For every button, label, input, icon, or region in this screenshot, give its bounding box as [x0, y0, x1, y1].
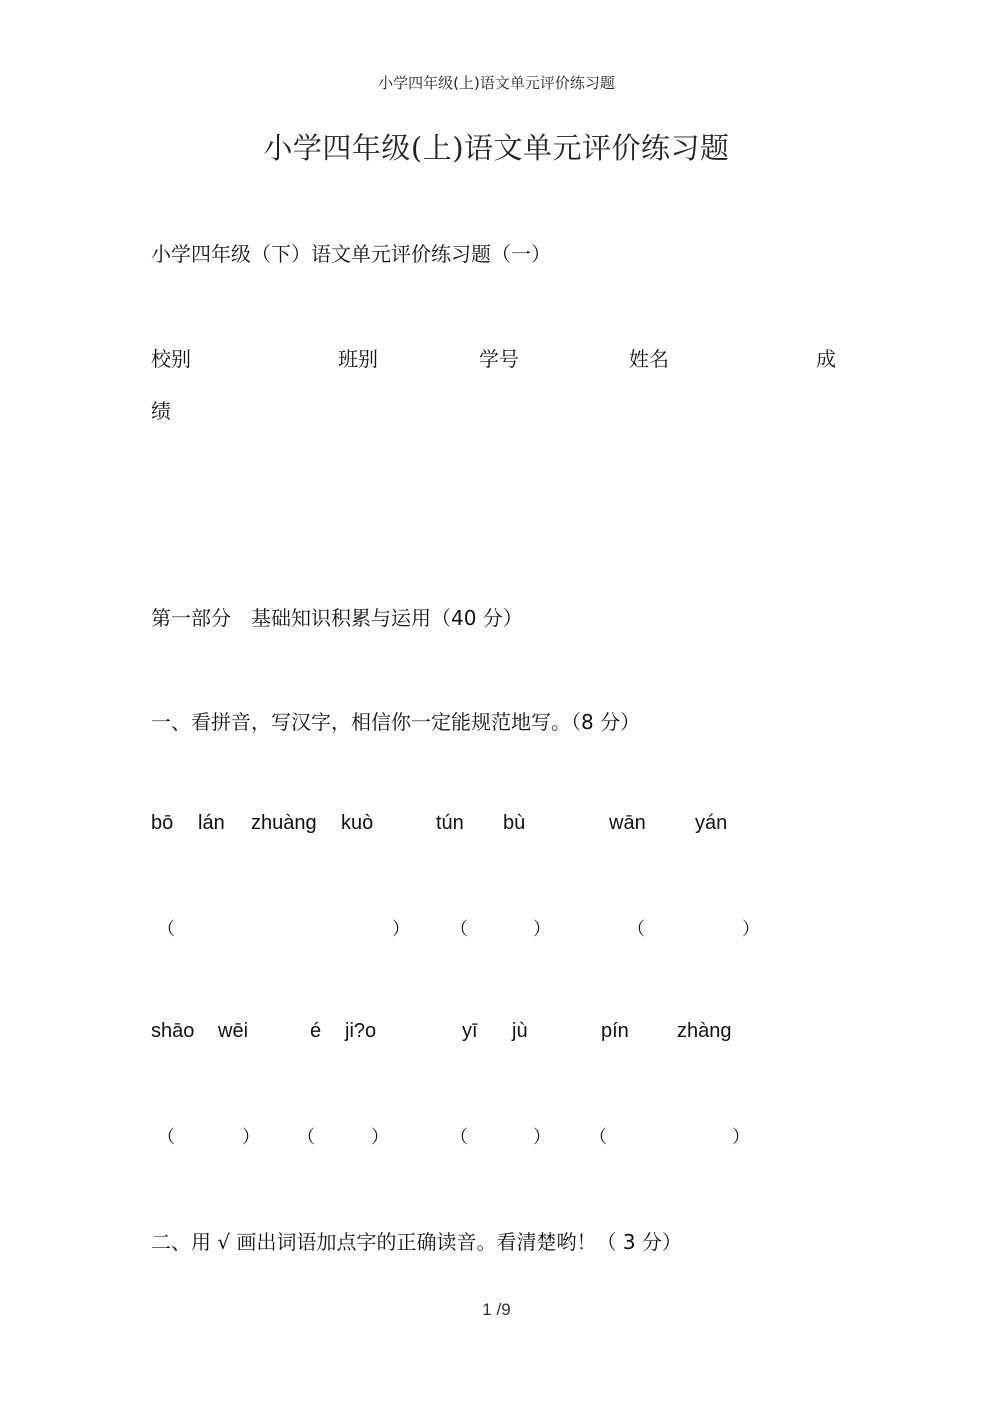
- pinyin-syllable: bō: [151, 812, 174, 834]
- pinyin-syllable: yī: [462, 1020, 478, 1042]
- answer-blank-close: ）: [392, 919, 410, 940]
- pinyin-syllable: kuò: [341, 812, 374, 834]
- pinyin-syllable: wān: [609, 812, 646, 834]
- page-number: [0, 1300, 993, 1320]
- field-score-label-part2: 绩: [151, 399, 171, 423]
- answer-blank-open: （: [450, 1127, 468, 1148]
- pinyin-syllable: jù: [512, 1020, 528, 1042]
- pinyin-syllable: wēi: [218, 1020, 249, 1042]
- pinyin-syllable: bù: [503, 812, 526, 834]
- pinyin-syllable: yán: [695, 812, 728, 834]
- field-class-label: 班别: [338, 347, 378, 371]
- running-header: 小学四年级(上)语文单元评价练习题: [378, 74, 615, 92]
- pinyin-syllable: lán: [198, 812, 225, 834]
- question1-prompt: 一、看拼音，写汉字，相信你一定能规范地写。（8 分）: [151, 710, 641, 734]
- part1-heading: 第一部分 基础知识积累与运用（40 分）: [151, 606, 523, 630]
- answer-blank-close: ）: [732, 1127, 750, 1148]
- answer-blank-open: （: [297, 1127, 315, 1148]
- pinyin-syllable: é: [310, 1020, 322, 1042]
- pinyin-syllable: ji?o: [345, 1020, 377, 1042]
- answer-blank-open: （: [589, 1127, 607, 1148]
- total-pages: 9: [501, 1300, 511, 1319]
- field-student-no-label: 学号: [479, 347, 519, 371]
- answer-blank-open: （: [450, 919, 468, 940]
- document-subtitle: 小学四年级（下）语文单元评价练习题（一）: [151, 242, 551, 266]
- answer-blank-open: （: [157, 919, 175, 940]
- pinyin-syllable: zhuàng: [251, 812, 317, 834]
- answer-blank-close: ）: [371, 1127, 389, 1148]
- pinyin-syllable: tún: [436, 812, 464, 834]
- question2-prompt: 二、用 √ 画出词语加点字的正确读音。看清楚哟！（ 3 分）: [151, 1230, 682, 1254]
- pinyin-syllable: shāo: [151, 1020, 195, 1042]
- current-page: 1: [482, 1300, 492, 1319]
- document-title: 小学四年级(上)语文单元评价练习题: [263, 131, 730, 165]
- answer-blank-close: ）: [533, 1127, 551, 1148]
- answer-blank-close: ）: [742, 919, 760, 940]
- answer-blank-open: （: [157, 1127, 175, 1148]
- field-name-label: 姓名: [629, 347, 669, 371]
- field-school-label: 校别: [151, 347, 191, 371]
- answer-blank-close: ）: [242, 1127, 260, 1148]
- answer-blank-close: ）: [533, 919, 551, 940]
- pinyin-syllable: pín: [601, 1020, 629, 1042]
- page-separator: /: [496, 1300, 502, 1319]
- field-score-label-part1: 成: [816, 347, 836, 371]
- answer-blank-open: （: [627, 919, 645, 940]
- pinyin-syllable: zhàng: [677, 1020, 732, 1042]
